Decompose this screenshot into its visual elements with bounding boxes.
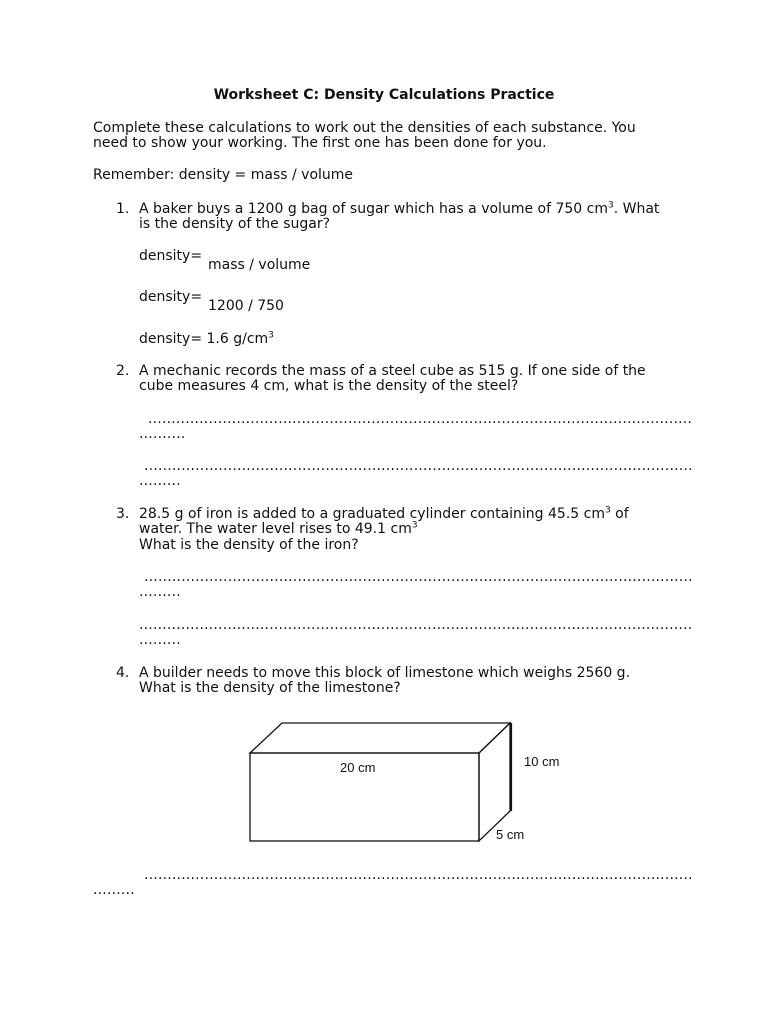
question-text-line-1: A mechanic records the mass of a steel cube as 515 g. If one side of the (139, 363, 646, 379)
question-text-line-3: What is the density of the iron? (139, 537, 359, 553)
working-label: density= (139, 248, 203, 264)
answer-line[interactable]: ....................................................................................................................... (139, 617, 693, 633)
answer-line-continued[interactable]: ......... (139, 584, 181, 600)
density-formula-reminder: Remember: density = mass / volume (93, 167, 354, 183)
question-number: 3. (116, 506, 130, 522)
block-side-face (479, 723, 510, 841)
depth-label: 5 cm (496, 827, 525, 842)
intro-line-2: need to show your working. The first one has been done for you. (93, 135, 547, 151)
working-label: density= (139, 289, 203, 305)
question-text-line-2: What is the density of the limestone? (139, 680, 401, 696)
answer-line[interactable]: ..................................................................................................................... (148, 411, 693, 427)
working-answer: density= 1.6 $g/cm^3$ (139, 330, 274, 347)
working-value: mass / volume (208, 257, 311, 273)
question-number: 2. (116, 363, 130, 379)
working-value: 1200 / 750 (208, 298, 284, 314)
answer-line-continued[interactable]: .......... (139, 426, 186, 442)
answer-line[interactable]: ...................................................................................................................... (144, 867, 693, 883)
question-number: 1. (116, 201, 130, 217)
intro-line-1: Complete these calculations to work out the densities of each substance. You (93, 120, 636, 136)
question-number: 4. (116, 665, 130, 681)
block-top-face (250, 723, 510, 753)
length-label: 20 cm (340, 760, 376, 775)
question-text-line-1: A builder needs to move this block of limestone which weighs 2560 g. (139, 665, 631, 681)
height-label: 10 cm (524, 754, 560, 769)
answer-line-continued[interactable]: ......... (93, 882, 135, 898)
question-text-line-2: water. The water level rises to 49.1 $cm^3$ (139, 520, 418, 537)
worksheet-title: Worksheet C: Density Calculations Practice (213, 87, 555, 103)
question-text-line-1: A baker buys a 1200 g bag of sugar which has a volume of 750 $cm^3$. What (139, 200, 660, 217)
answer-line[interactable]: ...................................................................................................................... (144, 569, 693, 585)
answer-line-continued[interactable]: ......... (139, 632, 181, 648)
answer-line-continued[interactable]: ......... (139, 473, 181, 489)
answer-line[interactable]: ...................................................................................................................... (144, 458, 693, 474)
question-text-line-2: cube measures 4 cm, what is the density of the steel? (139, 378, 519, 394)
limestone-block-diagram (240, 715, 580, 855)
question-text-line-1: 28.5 g of iron is added to a graduated cylinder containing 45.5 $cm^3$ of (139, 505, 629, 522)
question-text-line-2: is the density of the sugar? (139, 216, 331, 232)
